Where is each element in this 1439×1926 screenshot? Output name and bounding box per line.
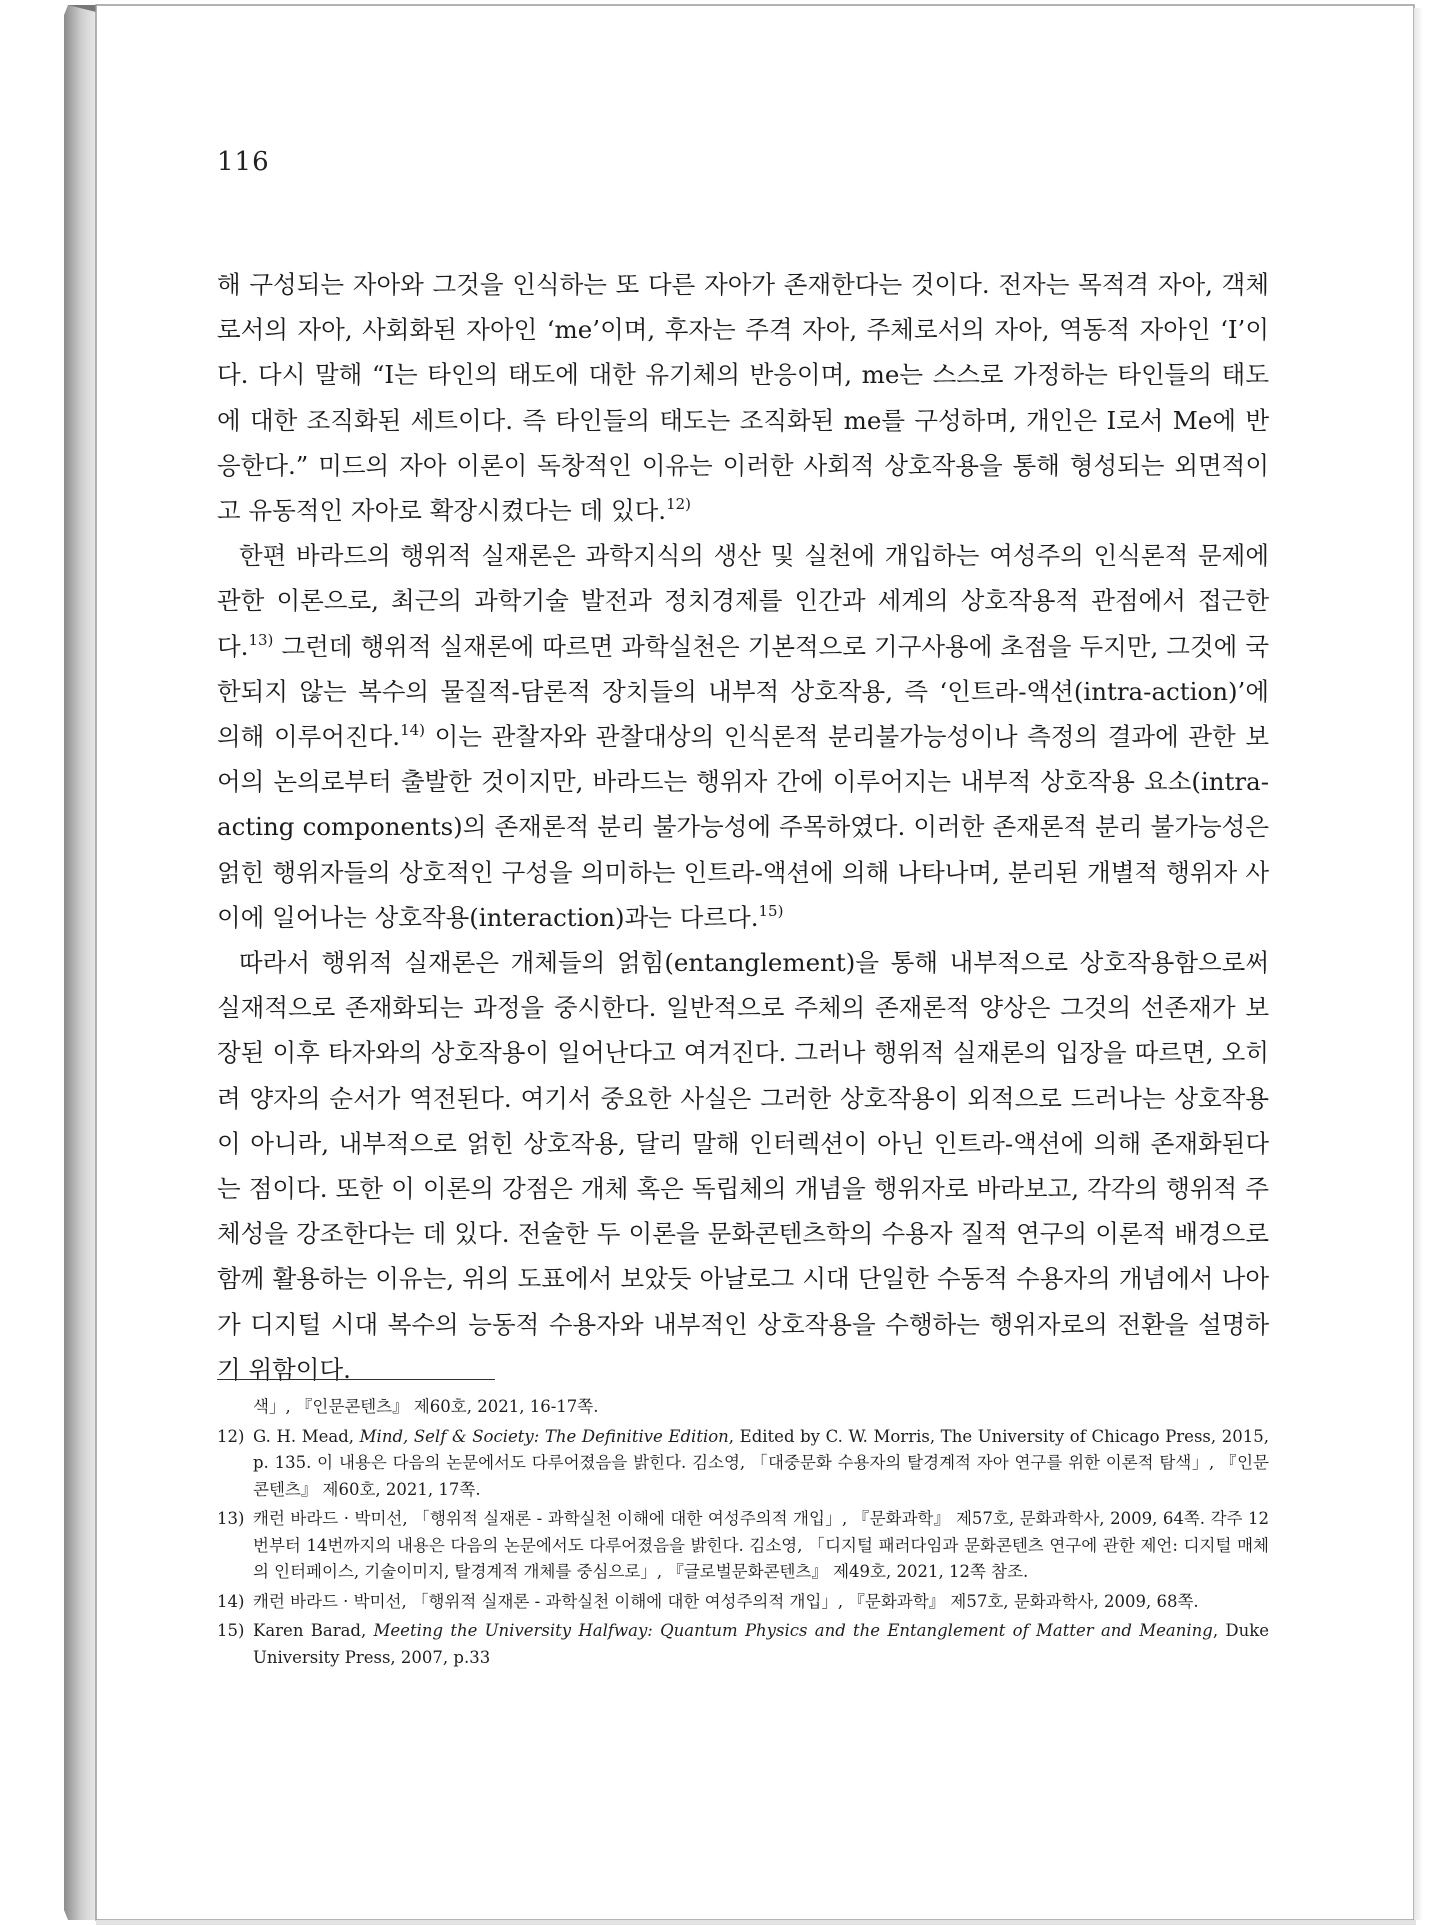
footnote-number: 15) [217, 1621, 245, 1640]
paragraph-3: 따라서 행위적 실재론은 개체들의 얽힘(entanglement)을 통해 내부적으로 상호작용함으로써 실재적으로 존재화되는 과정을 중시한다. 일반적으로 주체의 존재론적 양상은 그것의 선존재가 보장된 이후 타자와의 상호작용이 일어난다고 여겨진다. 그러나 행위적 실재론의 입장을 따르면, 오히려 양자의 순서가 역전된다. 여기서 중요한 사실은 그러한 상호작용이 외적으로 드러나는 상호작용이 아니라, 내부적으로 얽힌 상호작용, 달리 말해 인터렉션이 아닌 인트라-액션에 의해 존재화된다는 점이다. 또한 이 이론의 강점은 개체 혹은 독립체의 개념을 행위자로 바라보고, 각각의 행위적 주체성을 강조한다는 데 있다. 전술한 두 이론을 문화콘텐츠학의 수용자 질적 연구의 이론적 배경으로 함께 활용하는 이유는, 위의 도표에서 보았듯 아날로그 시대 단일한 수동적 수용자의 개념에서 나아가 디지털 시대 복수의 능동적 수용자와 내부적인 상호작용을 수행하는 행위자로의 전환을 설명하기 위함이다. [217, 948, 1269, 1384]
body-text [217, 262, 1269, 1392]
page-number: 116 [217, 147, 270, 177]
book-title: Meeting the University Halfway: Quantum Physics and the Entanglement of Matter and Meaning [373, 1621, 1213, 1640]
footnote-number: 14) [217, 1591, 245, 1611]
footnote-12: 12) G. H. Mead, Mind, Self & Society: The Definitive Edition, Edited by C. W. Morris, The University of Chicago Press, 2015, p. 135. 이 내용은 다음의 논문에서도 다루어졌음을 밝힌다. 김소영, 「대중문화 수용자의 탈경계적 자아 연구를 위한 이론적 탐색」, 『인문콘텐츠』 제60호, 2021, 17쪽. [217, 1424, 1269, 1504]
paragraph-2: 한편 바라드의 행위적 실재론은 과학지식의 생산 및 실천에 개입하는 여성주의 인식론적 문제에 관한 이론으로, 최근의 과학기술 발전과 정치경제를 인간과 세계의 상호작용적 관점에서 접근한다.$^{13)}$ 그런데 행위적 실재론에 따르면 과학실천은 기본적으로 기구사용에 초점을 두지만, 그것에 국한되지 않는 복수의 물질적-담론적 장치들의 내부적 상호작용, 즉 ‘인트라-액션(intra-action)’에 의해 이루어진다.$^{14)}$ 이는 관찰자와 관찰대상의 인식론적 분리불가능성이나 측정의 결과에 관한 보어의 논의로부터 출발한 것이지만, 바라드는 행위자 간에 이루어지는 내부적 상호작용 요소(intra-acting components)의 존재론적 분리 불가능성에 주목하였다. 이러한 존재론적 분리 불가능성은 얽힌 행위자들의 상호적인 구성을 의미하는 인트라-액션에 의해 나타나며, 분리된 개별적 행위자 사이에 일어나는 상호작용(interaction)과는 다르다.$^{15)}$ [217, 541, 1270, 932]
footnote-number: 12) [217, 1426, 245, 1446]
book-title: Mind, Self & Society: The Definitive Edition [359, 1426, 729, 1446]
footnote-ref-14[interactable]: 14) [400, 721, 426, 740]
footnote-continuation: 색」, 『인문콘텐츠』 제60호, 2021, 16-17쪽. [253, 1397, 599, 1416]
footnotes [217, 1394, 1269, 1674]
footnote-number: 13) [217, 1509, 245, 1528]
footnote-14: 14) 캐런 바라드 · 박미선, 「행위적 실재론 - 과학실천 이해에 대한 여성주의적 개입」, 『문화과학』 제57호, 문화과학사, 2009, 68쪽. [217, 1589, 1269, 1616]
footnote-ref-13[interactable]: 13) [248, 630, 274, 649]
footnote-divider [217, 1379, 495, 1380]
paragraph-1: 해 구성되는 자아와 그것을 인식하는 또 다른 자아가 존재한다는 것이다. 전자는 목적격 자아, 객체로서의 자아, 사회화된 자아인 ‘me’이며, 후자는 주격 자아, 주체로서의 자아, 역동적 자아인 ‘I’이다. 다시 말해 “I는 타인의 태도에 대한 유기체의 반응이며, me는 스스로 가정하는 타인들의 태도에 대한 조직화된 세트이다. 즉 타인들의 태도는 조직화된 me를 구성하며, 개인은 I로서 Me에 반응한다.” 미드의 자아 이론이 독창적인 이유는 이러한 사회적 상호작용을 통해 형성되는 외면적이고 유동적인 자아로 확장시켰다는 데 있다.$^{12)}$ [217, 270, 1269, 526]
footnote-ref-15[interactable]: 15) [758, 901, 784, 920]
footnote-ref-12[interactable]: 12) [666, 495, 692, 514]
footnote-13: 13) 캐런 바라드 · 박미선, 「행위적 실재론 - 과학실천 이해에 대한 여성주의적 개입」, 『문화과학』 제57호, 문화과학사, 2009, 64쪽. 각주 12번부터 14번까지의 내용은 다음의 논문에서도 다루어졌음을 밝힌다. 김소영, 「디지털 패러다임과 문화콘텐츠 연구에 관한 제언: 디지털 매체의 인터페이스, 기술이미지, 탈경계적 개체를 중심으로」, 『글로벌문화콘텐츠』 제49호, 2021, 12쪽 참조. [217, 1506, 1269, 1586]
footnote-15: 15) Karen Barad, Meeting the University Halfway: Quantum Physics and the Entanglement of Matter and Meaning, Duke University Press, 2007, p.33 [217, 1618, 1269, 1671]
